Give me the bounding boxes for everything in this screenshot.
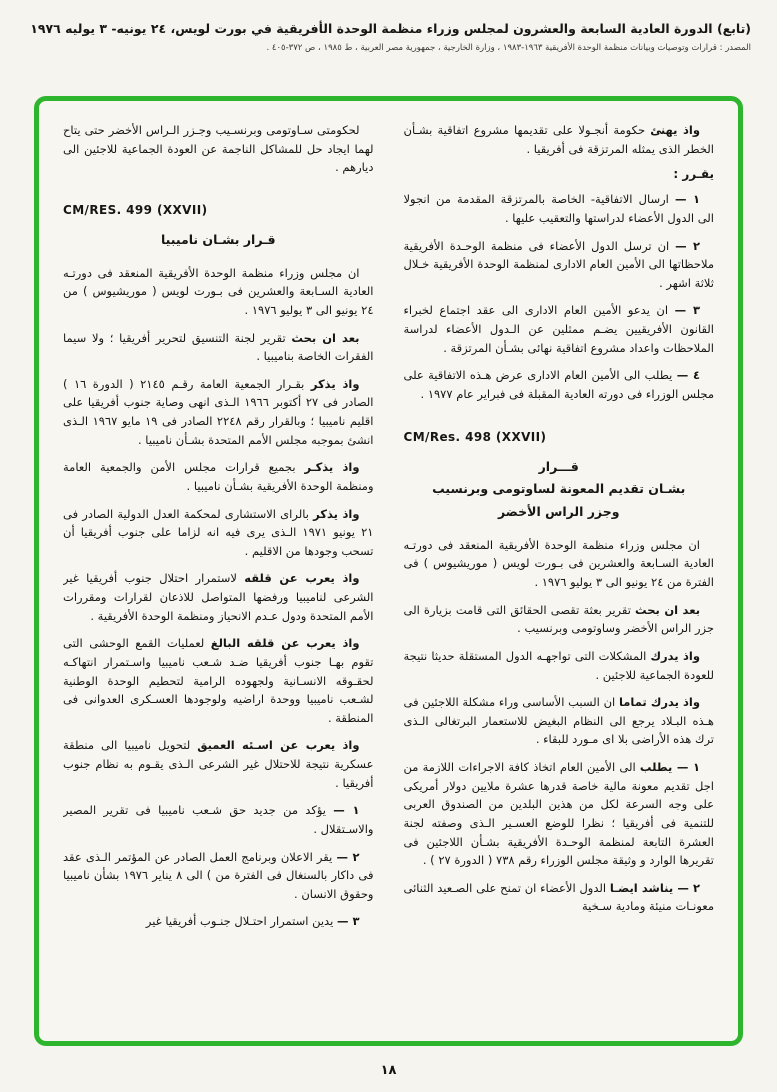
paragraph xyxy=(63,801,374,838)
paragraph-text: ان مجلس وزراء منظمة الوحدة الأفريقية المنعقد فى دورتـه العادية السـابعة والعشرين فى بـورت لويس ( موريشيوس ) من ٢٤ يونيو الى ٣ يوليو ١٩٧٦ . xyxy=(63,265,374,317)
paragraph xyxy=(63,736,374,792)
clause-number: ٣ — xyxy=(674,303,700,318)
paragraph xyxy=(63,458,374,495)
paragraph-text: الى الأمين العام اتخاذ كافة الاجراءات اللازمة من اجل تقديم معونة مالية خاصة قدرها عشرة ملايين دولار أمريكى على وجه السرعة لكل من هذين البلدين من الصندوق العربى للتنمية فى أفريقيا ؛ نظرا للوضع العسـير الـذى وصفته لجنة العشرة التابعة لمنظمة الوحـدة الأفريقية بشـأن اللاجئين فى تقريرها الوارد و وثيقة مجلس الوزراء رقم ٧٣٨ ( الدورة ٢٧ ) . xyxy=(403,760,714,868)
paragraph xyxy=(63,505,374,561)
paragraph xyxy=(404,237,715,293)
clause-number: ١ — xyxy=(674,192,700,207)
clause-number: ١ — يطلب xyxy=(639,760,700,774)
paragraph xyxy=(63,848,374,904)
paragraph xyxy=(63,264,374,320)
paragraph-lead: واذ يهنئ xyxy=(650,123,701,137)
paragraph-lead: واذ يذكر xyxy=(313,506,360,521)
page-number: ١٨ xyxy=(380,1063,397,1078)
paragraph-text: بالراى الاستشارى لمحكمة العدل الدولية الصادر فى ٢١ يونيو ١٩٧١ الـذى يرى فيه انه لزاما على جنوب أفريقيا أن تسحب وجودها من الاقليم . xyxy=(63,506,374,558)
paragraph-text: ان يدعو الأمين العام الادارى الى عقد اجتماع لخبراء القانون الأفريقيين يضـم ممثلين عن الـدول الأعضاء لدراسة الملاحظات واعداد مشروع اتفاقية نهائى بشـأن المرتزقة . xyxy=(403,303,714,355)
paragraph xyxy=(404,879,715,916)
text-columns xyxy=(63,121,714,1027)
paragraph-lead: بعد ان بحث xyxy=(635,602,701,617)
paragraph xyxy=(404,121,715,158)
paragraph-text: المشكلات التى تواجهـه الدول المستقلة حديثا نتيجة للعودة الجماعية للاجئين . xyxy=(403,648,714,682)
paragraph xyxy=(63,121,374,177)
resolution-code: CM/RES. 499 (XXVII) xyxy=(63,202,208,217)
paragraph-lead: واذ يعرب عن اسـئه العميق xyxy=(197,738,360,753)
column-right xyxy=(404,121,715,1027)
paragraph-text: بقـرار الجمعية العامة رقـم ٢١٤٥ ( الدورة ١٦ ) الصادر فى ٢٧ أكتوبر ١٩٦٦ الـذى انهى وصاية جنوب أفريقيا على اقليم ناميبيا ؛ وبالقرار رقم ٢٢٤٨ الصادر فى ١٩ مايو ١٩٦٧ الـذى انشئ بموجبه مجلس الأمم المتحدة بشـأن ناميبيا . xyxy=(63,376,374,447)
paragraph xyxy=(63,634,374,727)
paragraph xyxy=(404,693,715,749)
resolution-code: CM/Res. 498 (XXVII) xyxy=(403,429,547,444)
paragraph-lead: واذ يذكر xyxy=(310,376,360,391)
green-frame xyxy=(34,96,743,1046)
clause-number: ١ — xyxy=(333,803,360,818)
paragraph-lead: واذ يدرك تماما xyxy=(618,695,701,710)
paragraph-text: يقر الاعلان وبرنامج العمل الصادر عن المؤتمر الـذى عقد فى داكار بالسنغال فى الفترة من ) الى ٨ يناير ١٩٧٦ بشأن ناميبيا وحقوق الانسان . xyxy=(63,849,374,901)
paragraph-text: ارسال الاتفاقية- الخاصة بالمرتزقة المقدمة من انجولا الى الدول الأعضاء لدراستها والتعقيب عليها . xyxy=(403,192,714,225)
clause-number: ٤ — xyxy=(676,368,700,383)
header-title: (تابع) الدورة العادية السابعة والعشرون لمجلس وزراء منظمة الوحدة الأفريقية في بورت لويس، ٢٤ يونيه- ٣ يوليه ١٩٧٦ xyxy=(30,21,751,36)
clause-number: ٢ — يناشد ايضـا xyxy=(609,880,700,895)
column-left xyxy=(63,121,374,1027)
paragraph-lead: بعد ان بحث xyxy=(291,330,360,345)
paragraph xyxy=(404,601,715,638)
paragraph xyxy=(63,912,374,931)
resolution-title: وجزر الراس الأخضر xyxy=(498,504,620,519)
clause-number: ٢ — xyxy=(336,849,360,864)
paragraph-text: لعمليات القمع الوحشى التى تقوم بهـا جنوب أفريقيا ضـد شـعب ناميبيا واسـتمرار انتهاكـه لحقـوقه الانسـانية ولجهوده الرامية لتحطيم الوحدة الوطنية لشـعب ناميبيا ووحدة اراضيه ولوجودها العسـكرى العدوانى فى المنطقة . xyxy=(63,636,374,725)
paragraph-text: تقرير بعثة تقصى الحقائق التى قامت بزيارة الى جزر الراس الأخضر وساوتومى وبرنسيب . xyxy=(403,602,714,636)
paragraph xyxy=(404,647,715,684)
paragraph-text: بجميع قرارات مجلس الأمن والجمعية العامة ومنظمة الوحدة الأفريقية بشـأن ناميبيا . xyxy=(63,460,374,493)
paragraph xyxy=(404,758,715,870)
paragraph xyxy=(404,301,715,357)
paragraph-text: ان ترسل الدول الأعضاء فى منظمة الوحـدة الأفريقية ملاحظاتها الى الأمين العام الادارى لمنظمة الوحدة الأفريقية خـلال ثلاثة اشهر . xyxy=(403,238,714,290)
paragraph-text: ان السبب الأساسى وراء مشكلة اللاجئين فى هـذه البـلاد يرجع الى النظام البغيض للاستعمار البرتغالى الـذى ترك هذه الأراضى بلا اى مـورد للبقاء . xyxy=(403,695,714,747)
decides-heading: يقـرر : xyxy=(673,167,714,182)
paragraph-text: يطلب الى الأمين العام الادارى عرض هـذه الاتفاقية على مجلس الوزراء فى دورته العادية المقبلة فى فبراير عام ١٩٧٧ . xyxy=(403,368,714,401)
paragraph-lead: واذ يعرب عن قلقه البالغ xyxy=(210,636,360,651)
paragraph xyxy=(404,190,715,227)
paragraph-text: ان مجلس وزراء منظمة الوحدة الأفريقية المنعقد فى دورتـه العادية السـابعة والعشرين فى بـورت لويس ( موريشيوس ) فى الفترة من ٢٤ يونيو الى ٣ يوليو ١٩٧٦ . xyxy=(403,537,714,589)
paragraph-text: لحكومتى سـاوتومى وبرنسـيب وجـزر الـراس الأخضر حتى يتاح لهما ايجاد حل للمشاكل الناجمة عن العودة الجماعية للاجئين الى ديارهم . xyxy=(63,123,374,175)
paragraph xyxy=(63,329,374,366)
page-header xyxy=(0,0,777,55)
resolution-title: بشـان تقديم المعونة لساوتومى وبرنسيب xyxy=(432,481,686,497)
clause-number: ٣ — xyxy=(336,914,360,929)
paragraph-text: لتحويل ناميبيا الى منطقة عسكرية نتيجة للاحتلال غير الشرعى الـذى يقـوم به نظام جنوب أفريقيا . xyxy=(63,738,374,790)
paragraph-text: حكومة أنجـولا على تقديمها مشروع اتفاقية بشـأن الخطر الذى يمثله المرتزقة فى أفريقيا . xyxy=(403,123,714,156)
clause-number: ٢ — xyxy=(675,238,701,253)
resolution-title: قـرار بشـان ناميبيا xyxy=(160,231,276,247)
paragraph-text: الدول الأعضاء ان تمنح على الصـعيد الثنائى معونـات منيئة ومادية سـخية xyxy=(403,880,714,914)
paragraph-lead: واذ يعرب عن قلقه xyxy=(244,571,360,586)
paragraph-lead: واذ يدرك xyxy=(650,648,700,663)
paragraph xyxy=(63,569,374,625)
paragraph-text: تقرير لجنة التنسيق لتحرير أفريقيا ؛ ولا سيما الفقرات الخاصة بناميبيا . xyxy=(63,330,374,364)
paragraph-text: يؤكد من جديد حق شـعب ناميبيا فى تقرير المصير والاسـتقلال . xyxy=(63,803,374,836)
header-source-line: المصدر : قرارات وتوصيات وبيانات منظمة الوحدة الأفريقية ١٩٦٣-١٩٨٣ ، وزارة الخارجية ، جمهورية مصر العربية ، ط ١٩٨٥ ، ص ٣٧٢-٤٠٥ . xyxy=(266,42,751,53)
resolution-title: قـــرار xyxy=(538,458,579,474)
paragraph xyxy=(404,536,715,592)
paragraph-text: لاستمرار احتلال جنوب أفريقيا غير الشرعى لناميبيا ورفضها المتواصل للاذعان لقرارات ومقررات الأمم المتحدة ودول عـدم الانحياز ومنظمة الوحدة الأفريقية . xyxy=(63,571,374,623)
paragraph-text: يدين استمرار احتـلال جنـوب أفريقيا غير xyxy=(145,914,334,929)
paragraph xyxy=(63,375,374,450)
paragraph-lead: واذ يذكـر xyxy=(304,460,360,475)
paragraph xyxy=(404,366,715,403)
